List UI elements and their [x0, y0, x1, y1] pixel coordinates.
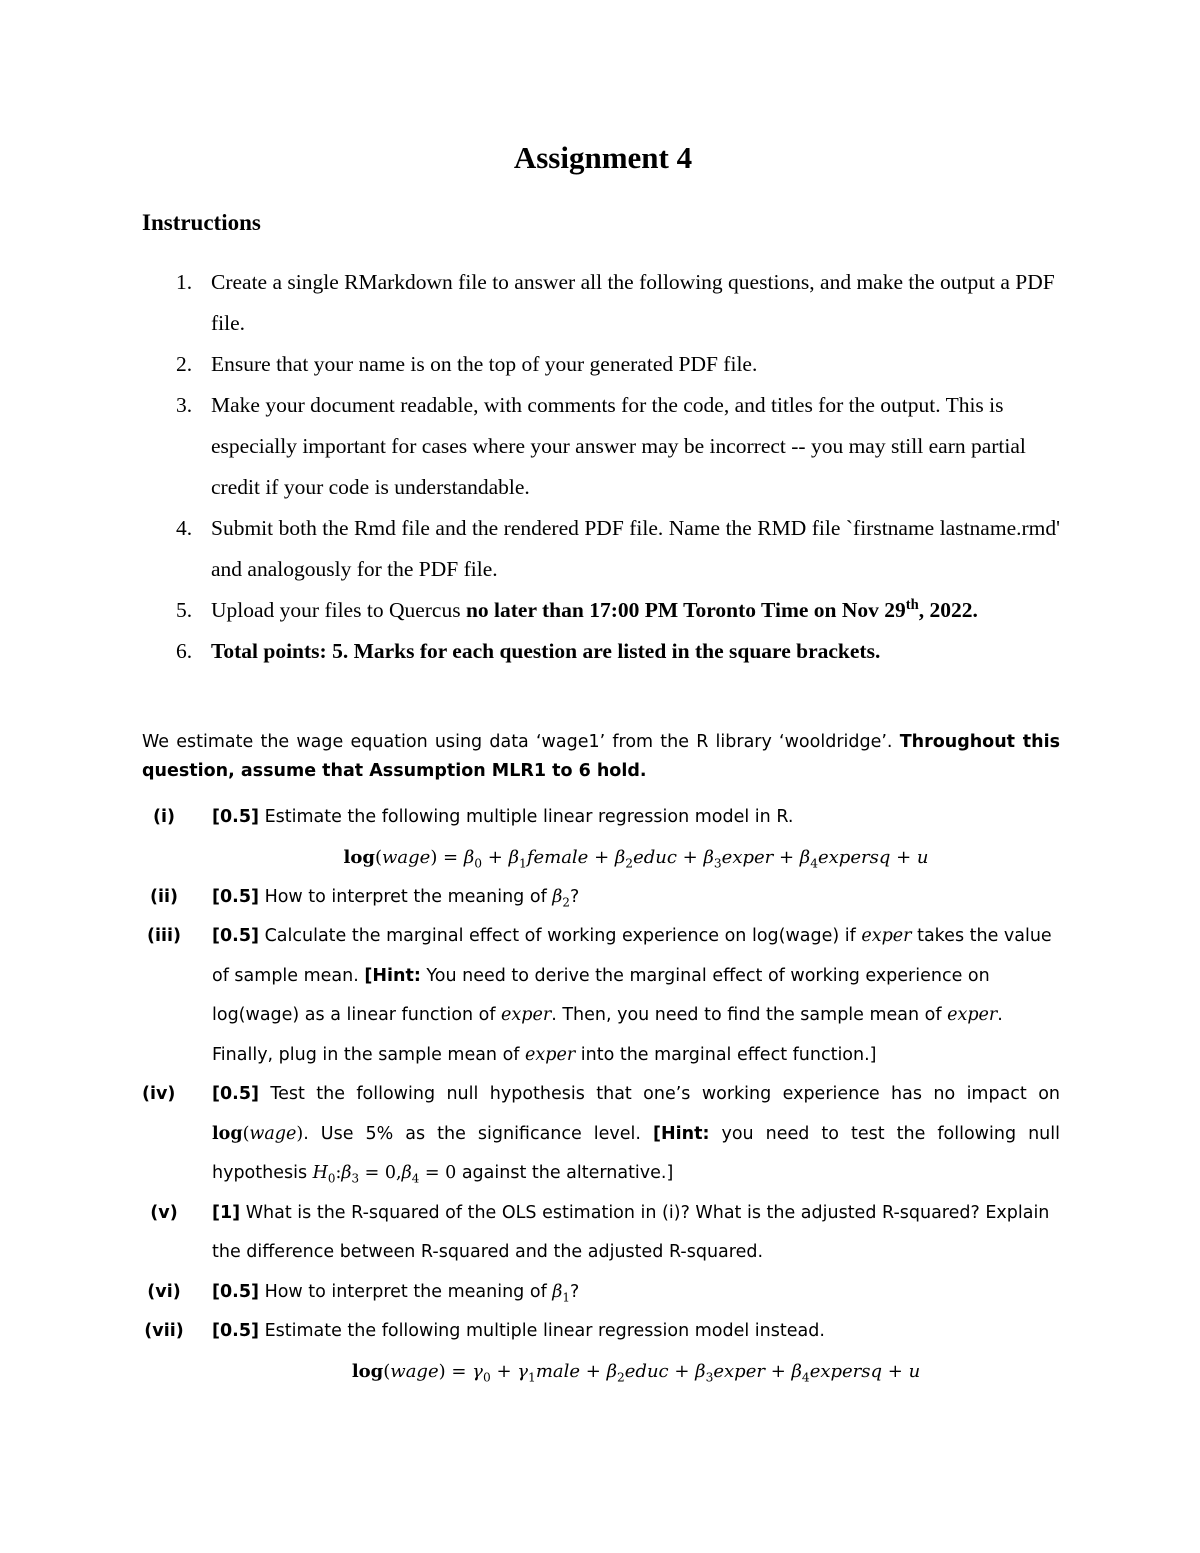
question-text: What is the R-squared of the OLS estimation in (i)? What is the adjusted R-squared? Explain the difference between R-squared and the adjusted R-squared. [212, 1202, 1050, 1262]
question-item [142, 798, 1060, 838]
instruction-item [142, 385, 1060, 508]
question-marks: [0.5] [212, 1281, 259, 1302]
instruction-text: Submit both the Rmd file and the rendered PDF file. Name the RMD file `firstname lastname.rmd' and analogously for the PDF file. [211, 516, 1060, 581]
question-item: (iv) [0.5] Test the following null hypothesis that one’s working experience has no impact on log(wage). Use 5% as the significance level. [Hint: you need to test the following null hypothesis $H_0:\beta_3 = 0,\beta_4 = 0$ against the alternative.] [142, 1075, 1060, 1194]
question-marks: [0.5] [212, 1321, 259, 1341]
instruction-text: Create a single RMarkdown file to answer all the following questions, and make the output a PDF file. [211, 270, 1055, 335]
question-text: How to interpret the meaning of [259, 886, 553, 907]
question-number: (vi) [147, 1281, 181, 1302]
instruction-text: Upload your files to Quercus [211, 598, 466, 622]
question-marks: [0.5] [212, 807, 259, 827]
question-marks: [0.5] [212, 886, 259, 907]
instruction-number: 1. [176, 270, 193, 294]
question-text: How to interpret the meaning of [259, 1281, 553, 1302]
intro-paragraph [142, 728, 1060, 786]
instruction-item [142, 631, 1060, 672]
instruction-item [142, 590, 1060, 631]
instructions-list [142, 262, 1060, 672]
instruction-text: Make your document readable, with comments for the code, and titles for the output. This is especially important for cases where your answer may be incorrect -- you may still earn partial credit if your code is understandable. [211, 393, 1026, 499]
page-title: Assignment 4 [513, 140, 693, 175]
intro-assumption: Throughout this question, assume that Assumption MLR1 to 6 hold. [142, 732, 1060, 781]
question-item: (iii) [0.5] Calculate the marginal effect of working experience on log(wage) if exper takes the value of sample mean. [Hint: You need to derive the marginal effect of working experience on log(wage) as a linear function of exper. Then, you need to find the sample mean of exper. Finally, plug in the sample mean of exper into the marginal effect function.] [142, 917, 1060, 1075]
instruction-number: 3. [176, 393, 193, 417]
equation-model-2: log(wage) = $\gamma_0$ + $\gamma_1male$ + $\beta_2educ$ + $\beta_3exper$ + $\beta_4expersq + u$ [351, 1360, 921, 1385]
instruction-item [142, 262, 1060, 344]
hint-label: [Hint: [364, 965, 421, 986]
deadline-year: , 2022. [918, 598, 978, 622]
total-points-text: Total points: 5. Marks for each question are listed in the square brackets. [211, 639, 881, 663]
question-item: (vi) [0.5] How to interpret the meaning of $\beta_1$? [142, 1273, 1060, 1313]
hint-label: [Hint: [653, 1123, 710, 1144]
instructions-heading: Instructions [142, 210, 261, 235]
question-item [142, 1312, 1060, 1352]
questions-list [142, 798, 1060, 1392]
instruction-number: 5. [176, 598, 193, 622]
equation-model-1: log(wage) = $\beta_0$ + $\beta_1female$ + $\beta_2educ$ + $\beta_3exper$ + $\beta_4expersq + u$ [343, 846, 929, 871]
question-number: (v) [150, 1202, 178, 1223]
question-text: Estimate the following multiple linear regression model instead. [259, 1321, 825, 1341]
question-text: Estimate the following multiple linear regression model in R. [259, 807, 794, 827]
question-marks: [0.5] [212, 1084, 259, 1104]
instruction-number: 2. [176, 352, 193, 376]
question-number: (iv) [142, 1084, 176, 1104]
question-number: (iii) [147, 926, 181, 946]
deadline-superscript: th [905, 596, 919, 613]
question-item [142, 1194, 1060, 1273]
question-number: (i) [153, 807, 175, 827]
deadline-text: no later than 17:00 PM Toronto Time on Nov 29 [465, 598, 906, 622]
question-marks: [1] [212, 1202, 241, 1223]
question-number: (ii) [150, 886, 178, 907]
instruction-item [142, 508, 1060, 590]
instruction-item [142, 344, 1060, 385]
instruction-text: Ensure that your name is on the top of your generated PDF file. [211, 352, 758, 376]
question-number: (vii) [144, 1321, 184, 1341]
question-item: (ii) [0.5] How to interpret the meaning of $\beta_2$? [142, 878, 1060, 918]
question-marks: [0.5] [212, 926, 259, 946]
instruction-number: 6. [176, 639, 193, 663]
intro-text: We estimate the wage equation using data ‘wage1’ from the R library ‘wooldridge’. [142, 732, 900, 752]
instruction-number: 4. [176, 516, 193, 540]
